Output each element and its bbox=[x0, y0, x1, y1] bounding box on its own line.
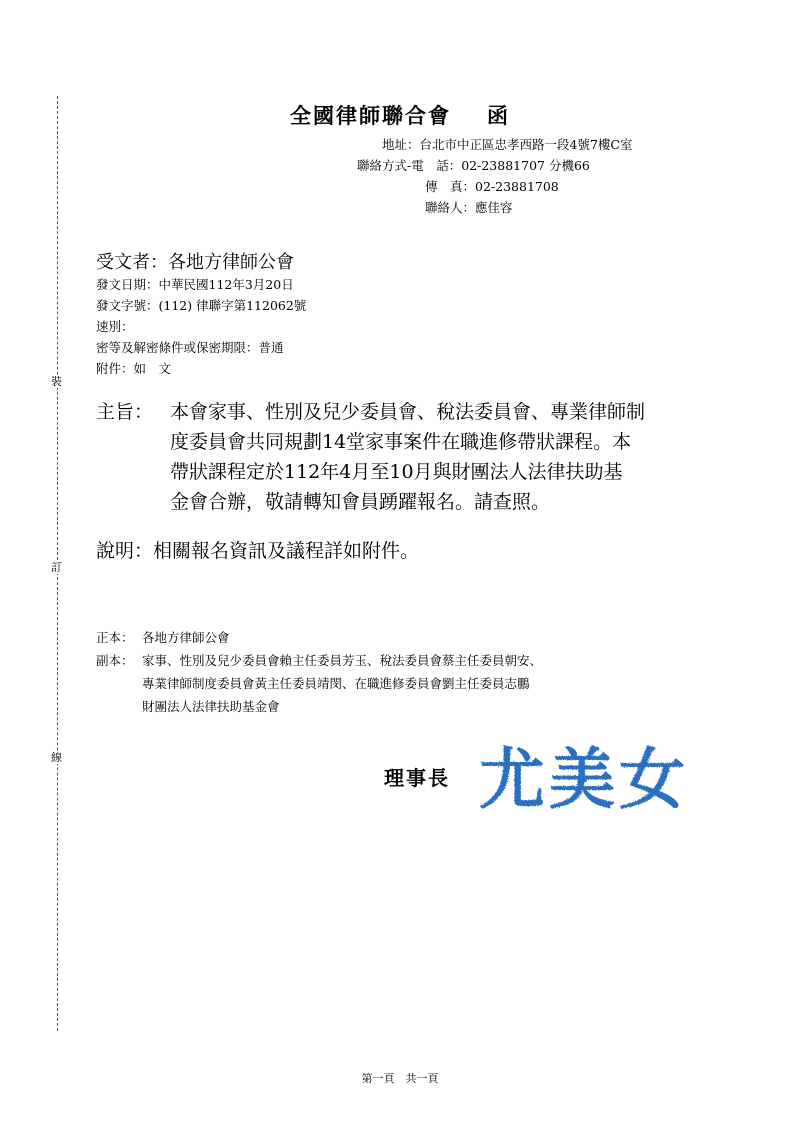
chairperson-title: 理事長 bbox=[384, 766, 450, 790]
phone: 聯絡方式-電 話：02-23881707 分機66 bbox=[357, 158, 590, 173]
doc-type: 函 bbox=[487, 104, 510, 128]
cc-label: 副本： bbox=[96, 653, 134, 668]
explanation: 說明：相關報名資訊及議程詳如附件。 bbox=[96, 540, 420, 562]
binding-mark-ding: 訂 bbox=[51, 561, 62, 574]
original-recipients bbox=[96, 628, 230, 648]
page-number: 第一頁 共一頁 bbox=[361, 1072, 439, 1085]
subject-text bbox=[170, 397, 645, 517]
receiver: 受文者：各地方律師公會 bbox=[96, 252, 294, 273]
chairperson-seal bbox=[474, 732, 694, 818]
original-label: 正本： bbox=[96, 630, 134, 645]
attachment: 附件：如 文 bbox=[96, 361, 172, 376]
contact-person: 聯絡人：應佳容 bbox=[425, 200, 513, 215]
document-number: 發文字號：(112) 律聯字第112062號 bbox=[96, 298, 307, 313]
subject-label: 主旨： bbox=[96, 401, 154, 423]
cc-line: 財團法人法律扶助基金會 bbox=[142, 699, 280, 714]
cc-recipients bbox=[96, 651, 542, 671]
binding-mark-xian: 線 bbox=[51, 751, 62, 764]
delivery-speed: 速別： bbox=[96, 319, 134, 334]
cc-line: 專業律師制度委員會黃主任委員靖閔、在職進修委員會劉主任委員志鵬 bbox=[142, 676, 530, 691]
seal-signature-text: 尤美女 bbox=[479, 740, 689, 818]
subject-line: 本會家事、性別及兒少委員會、稅法委員會、專業律師制 bbox=[170, 401, 646, 423]
classification: 密等及解密條件或保密期限：普通 bbox=[96, 340, 284, 355]
subject-line: 度委員會共同規劃14堂家事案件在職進修帶狀課程。本 bbox=[170, 431, 632, 453]
subject-line: 金會合辦，敬請轉知會員踴躍報名。請查照。 bbox=[170, 491, 551, 513]
cc-line: 家事、性別及兒少委員會賴主任委員芳玉、稅法委員會蔡主任委員朝安、 bbox=[142, 653, 543, 668]
address: 地址：台北市中正區忠孝西路一段4號7樓C室 bbox=[382, 137, 633, 152]
issue-date: 發文日期：中華民國112年3月20日 bbox=[96, 277, 294, 292]
original-text: 各地方律師公會 bbox=[142, 630, 230, 645]
fax: 傳 真：02-23881708 bbox=[425, 179, 559, 194]
org-name: 全國律師聯合會 bbox=[290, 104, 451, 128]
binding-mark-zhuang: 裝 bbox=[51, 375, 62, 388]
subject-line: 帶狀課程定於112年4月至10月與財團法人法律扶助基 bbox=[170, 461, 623, 483]
letter-title bbox=[290, 100, 510, 130]
